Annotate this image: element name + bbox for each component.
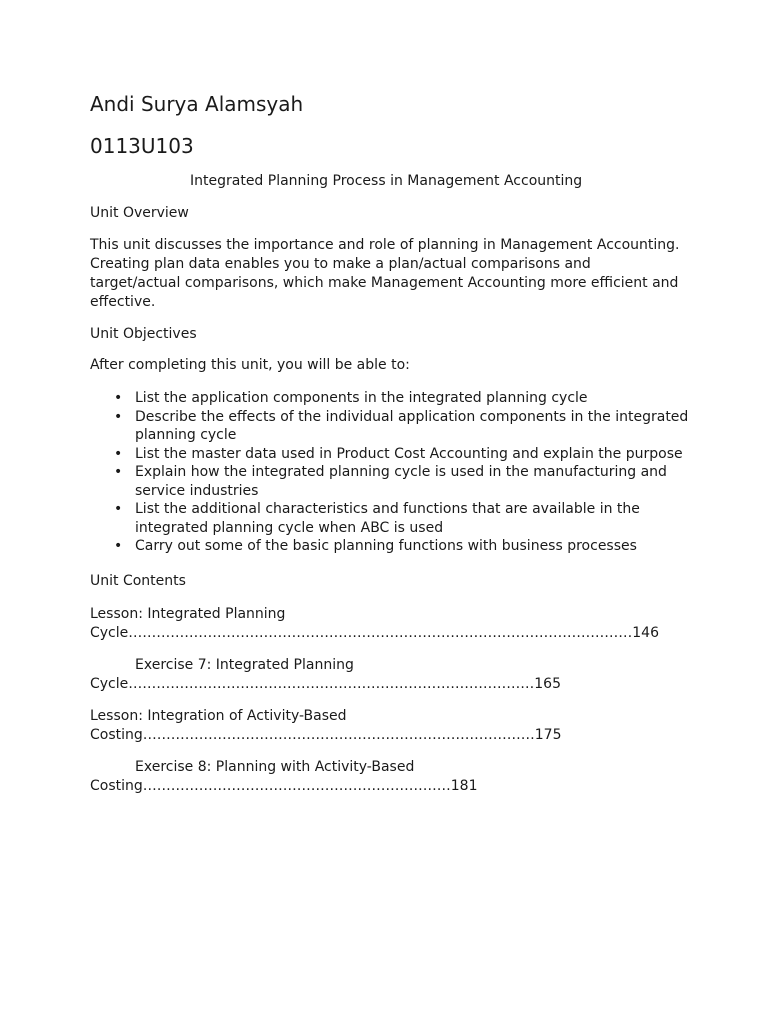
toc-entry-title: Exercise 8: Planning with Activity-Based bbox=[135, 759, 415, 775]
list-item bbox=[90, 389, 690, 408]
toc-entry-exercise-7 bbox=[90, 656, 561, 694]
unit-contents-heading: Unit Contents bbox=[90, 573, 186, 589]
toc-entry-lesson-activity-based-costing bbox=[90, 707, 562, 745]
student-id: 0113U103 bbox=[90, 134, 194, 158]
objectives-intro: After completing this unit, you will be able to: bbox=[90, 357, 410, 373]
bullet-icon: • bbox=[114, 390, 123, 406]
unit-overview-heading: Unit Overview bbox=[90, 205, 189, 221]
bullet-icon: • bbox=[114, 538, 123, 554]
toc-entry-page-line: Cycle……………………………………………………………………………165 bbox=[90, 676, 561, 692]
toc-entry-page-line: Cycle………………………………………………………………………………………………146 bbox=[90, 625, 659, 641]
list-item bbox=[90, 537, 690, 556]
objectives-list bbox=[90, 389, 690, 556]
bullet-icon: • bbox=[114, 445, 123, 462]
bullet-icon: • bbox=[114, 464, 123, 480]
document-title: Integrated Planning Process in Management Accounting bbox=[190, 173, 583, 189]
bullet-icon: • bbox=[114, 501, 123, 517]
toc-entry-exercise-8 bbox=[90, 758, 478, 796]
unit-overview-text: This unit discusses the importance and role of planning in Management Accounting. Creating plan data enables you to make a plan/actual comparisons and target/actual comparisons, which make Management Accounting more efficient and effective. bbox=[90, 237, 680, 310]
toc-entry-lesson-integrated-planning bbox=[90, 605, 659, 643]
bullet-icon: • bbox=[114, 408, 123, 425]
objective-text: List the additional characteristics and functions that are available in the integrated planning cycle when ABC is used bbox=[135, 501, 640, 536]
unit-objectives-heading: Unit Objectives bbox=[90, 326, 197, 342]
objective-text: List the master data used in Product Cost Accounting and explain the purpose bbox=[135, 445, 683, 462]
author-name: Andi Surya Alamsyah bbox=[90, 92, 304, 116]
toc-entry-title: Lesson: Integrated Planning bbox=[90, 606, 286, 622]
objective-text: Carry out some of the basic planning functions with business processes bbox=[135, 538, 637, 554]
list-item bbox=[90, 408, 690, 445]
list-item bbox=[90, 445, 690, 464]
list-item bbox=[90, 500, 690, 537]
objective-text: Describe the effects of the individual application components in the integrated planning cycle bbox=[135, 408, 689, 443]
toc-entry-title: Lesson: Integration of Activity-Based bbox=[90, 708, 347, 724]
toc-entry-page-line: Costing…………………………………………………………………………175 bbox=[90, 727, 562, 743]
objective-text: Explain how the integrated planning cycle is used in the manufacturing and service industries bbox=[135, 464, 667, 499]
toc-entry-page-line: Costing…………………………………………………………181 bbox=[90, 778, 478, 794]
toc-entry-title: Exercise 7: Integrated Planning bbox=[135, 657, 354, 673]
objective-text: List the application components in the integrated planning cycle bbox=[135, 390, 588, 406]
list-item bbox=[90, 463, 690, 500]
